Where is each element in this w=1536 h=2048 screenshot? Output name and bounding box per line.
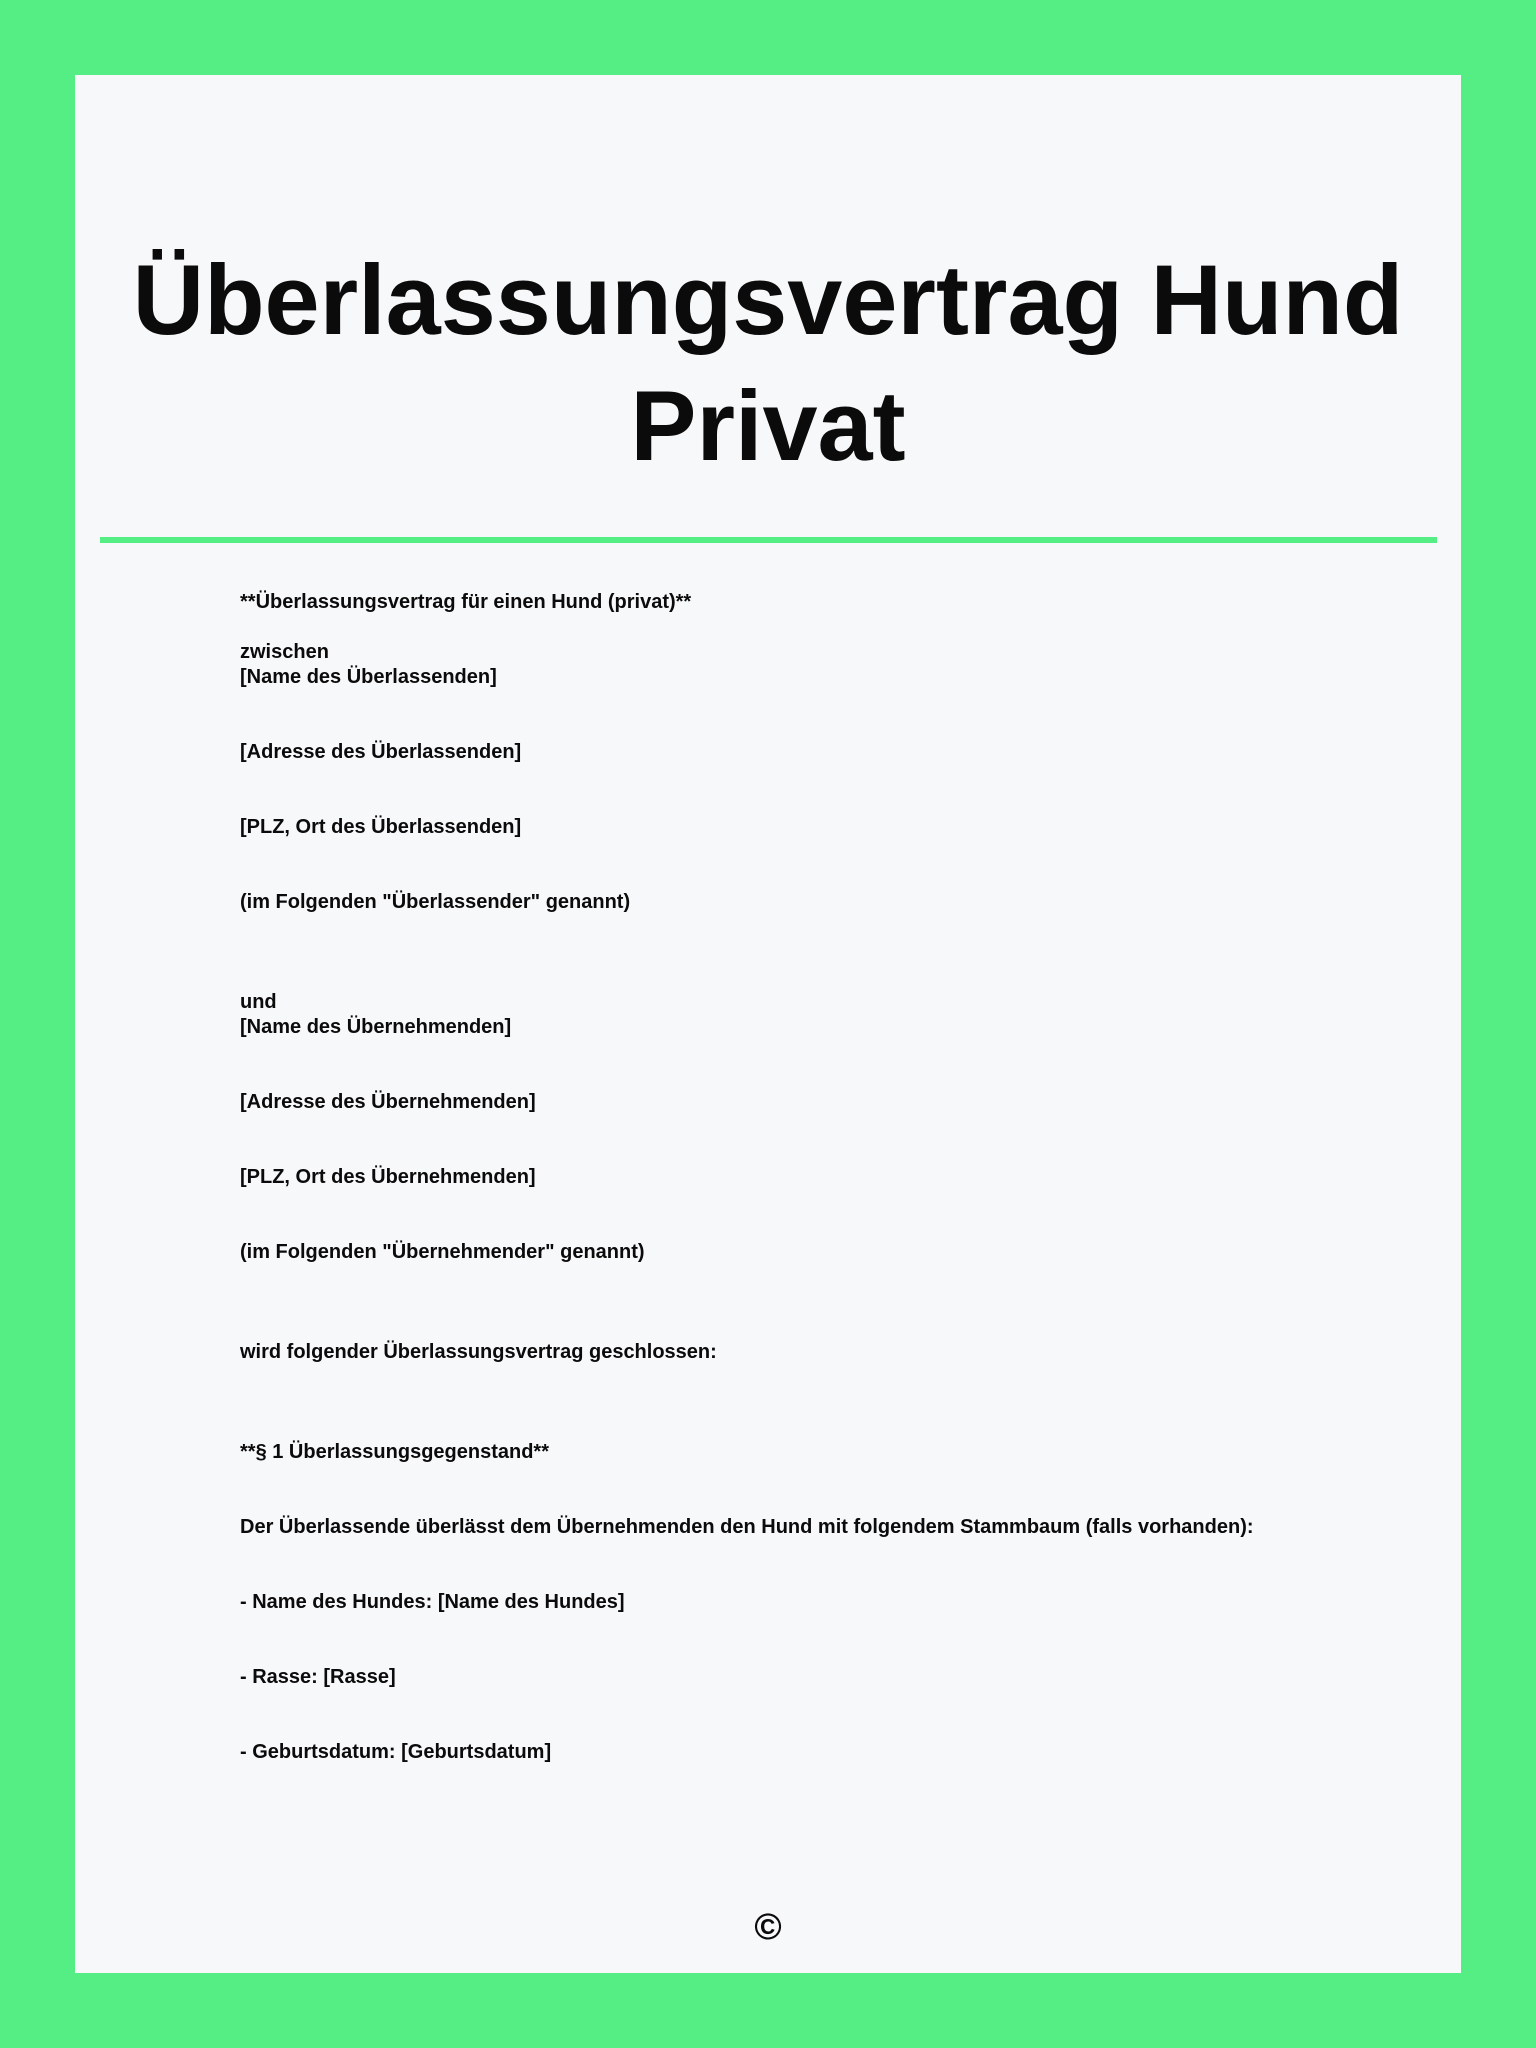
body-line <box>240 1615 1401 1640</box>
body-line <box>240 915 1401 940</box>
body-line <box>240 1290 1401 1315</box>
body-line <box>240 965 1401 990</box>
body-line <box>240 1365 1401 1390</box>
body-line <box>240 1140 1401 1165</box>
body-line: zwischen <box>240 641 329 663</box>
body-line <box>240 1565 1401 1590</box>
body-line <box>240 1040 1401 1065</box>
body-line <box>240 790 1401 815</box>
copyright-symbol: © <box>754 1906 782 1947</box>
body-line <box>240 840 1401 865</box>
document-body <box>75 590 1461 1765</box>
body-line <box>240 1265 1401 1290</box>
body-line: [Adresse des Übernehmenden] <box>240 1091 536 1113</box>
document-title: Überlassungsvertrag Hund Privat <box>132 244 1404 481</box>
body-line: [PLZ, Ort des Übernehmenden] <box>240 1166 536 1188</box>
body-line <box>240 865 1401 890</box>
title-divider <box>100 537 1437 543</box>
body-line <box>240 690 1401 715</box>
body-line <box>240 1490 1401 1515</box>
body-line <box>240 1315 1401 1340</box>
body-line <box>240 1715 1401 1740</box>
body-line: - Rasse: [Rasse] <box>240 1666 396 1688</box>
body-line <box>240 1215 1401 1240</box>
body-line <box>240 1190 1401 1215</box>
body-line: wird folgender Überlassungsvertrag geschlossen: <box>240 1341 717 1363</box>
body-line: [PLZ, Ort des Überlassenden] <box>240 816 522 838</box>
body-line: - Name des Hundes: [Name des Hundes] <box>240 1591 625 1613</box>
body-line: und <box>240 991 277 1013</box>
body-line: (im Folgenden "Übernehmender" genannt) <box>240 1241 645 1263</box>
body-line <box>240 1390 1401 1415</box>
body-line: - Geburtsdatum: [Geburtsdatum] <box>240 1741 552 1763</box>
body-line: **Überlassungsvertrag für einen Hund (privat)** <box>240 591 692 613</box>
body-line <box>240 715 1401 740</box>
body-line <box>240 1115 1401 1140</box>
body-line <box>240 1640 1401 1665</box>
body-line <box>240 765 1401 790</box>
body-line: [Name des Übernehmenden] <box>240 1016 512 1038</box>
body-line: [Adresse des Überlassenden] <box>240 741 522 763</box>
body-line: Der Überlassende überlässt dem Übernehmenden den Hund mit folgendem Stammbaum (falls vorhanden): <box>240 1516 1254 1538</box>
body-line <box>240 1415 1401 1440</box>
body-line <box>240 1065 1401 1090</box>
document-page <box>75 75 1461 1973</box>
body-line <box>240 615 1401 640</box>
body-line <box>240 1540 1401 1565</box>
body-line: (im Folgenden "Überlassender" genannt) <box>240 891 631 913</box>
body-line <box>240 1690 1401 1715</box>
body-line: **§ 1 Überlassungsgegenstand** <box>240 1441 549 1463</box>
body-line <box>240 940 1401 965</box>
body-line: [Name des Überlassenden] <box>240 666 497 688</box>
body-line <box>240 1465 1401 1490</box>
